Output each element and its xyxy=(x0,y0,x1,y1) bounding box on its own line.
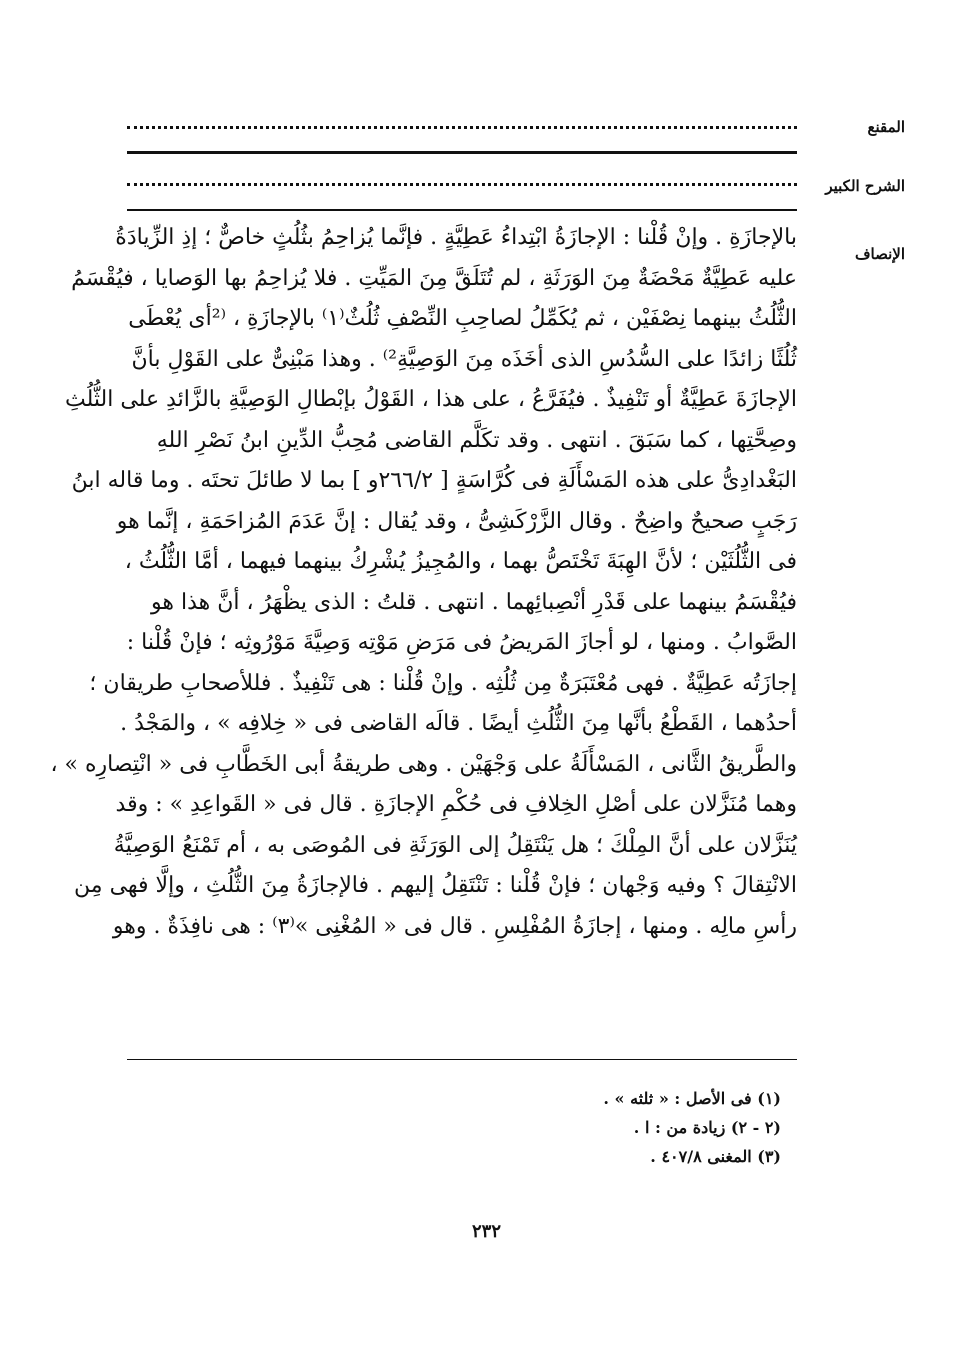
footnote-separator xyxy=(127,1059,797,1060)
text-line: فيُقْسَمُ بينهما على قَدْرِ أنْصِبائِهما . انتهى . قلتُ : الذى يظْهَرُ ، أنَّ هذا هو xyxy=(151,589,797,615)
text-line: الصَّوابُ . ومنها ، لو أجازَ المَريضُ فى مَرَضِ مَوْتِه وَصِيَّةَ مَوْرُوثِه ؛ فإنْ قُلْنا : xyxy=(126,630,797,655)
text-line: فى الثُّلُثَيْن ؛ لأنَّ الهِبَةَ تَخْتَصُّ بهما ، والمُجِيزُ يُشْرِكُ بينهما فيهما ، أمَّا الثُّلُثُ ، xyxy=(124,549,797,574)
header-rule-thick xyxy=(127,151,797,154)
sharh-dotted-line xyxy=(127,183,797,186)
text-line: رَجَبٍ صحيحٌ واضِحٌ . وقال الزَّرْكَشِىُّ ، وقد يُقال : إنَّ عَدَمَ المُزاحَمَةِ ، إنَّما هو xyxy=(116,508,797,534)
footnotes xyxy=(603,1084,781,1171)
text-line: الثُّلُثُ بينهما نِصْفَيْن ، ثم يُكَمِّلُ لصاحِبِ النِّصْفِ ثُلُثٌ⁽١⁾ بالإجازَةِ ، ⁽²أى يُعْطَى xyxy=(128,306,797,331)
footnote: (١) فى الأصل : « ثلثه » . xyxy=(603,1089,781,1108)
insaf-label: الإنصاف xyxy=(854,245,905,263)
text-line: وصِحَّتِها ، كما سَبَقَ . انتهى . وقد تكَلَّم القاضى مُحِبُّ الدِّينِ ابنُ نَصْرِ اللهِ xyxy=(156,427,797,453)
text-line: أحدُهما ، القَطْعُ بأنَّها مِنَ الثُّلُثِ أيضًا . قالَه القاضى فى « خِلافِه » ، والمَجْدُ . xyxy=(120,711,797,736)
text-line: عليه عَطِيَّةٌ مَحْضَةٌ مِنَ الوَرَثَةِ ، لم تُتَلَقَّ مِنَ المَيِّتِ . فلا يُزاحِمُ بها الوَصايا ، فيُقْسَمُ xyxy=(71,265,797,291)
text-line: يُنَزَّلان على أنَّ المِلْكَ ؛ هل يَنْتَقِلُ إلى الوَرَثَةِ فى المُوصَى به ، أم تَمْنَعُ الوَصِيَّةُ xyxy=(113,832,797,858)
text-line: البَغْدادِىُّ على هذه المَسْأَلَةِ فى كُرَّاسَةٍ [ ٢٦٦/٢و ] بما لا طائلَ تحتَه . وما قاله ابنُ xyxy=(71,468,797,493)
text-line: وهما مُنَزَّلان على أصْلِ الخِلافِ فى حُكْمِ الإجازَةِ . قال فى « القَواعِدِ » : وقد xyxy=(115,792,797,817)
header-rule-thin xyxy=(127,209,797,211)
text-line: الإجازَةَ عَطِيَّةٌ أو تَنْفِيذٌ . فيُفَرَّعُ ، على هذا ، القَوْلُ بإبْطالِ الوَصِيَّةِ بالزَّائدِ على الثُّلُثِ xyxy=(65,387,797,412)
text-line: الانْتِقالَ ؟ وفيه وَجْهان ؛ فإنْ قُلْنا : تَنْتَقِلُ إليهم . فالإجازَةُ مِنَ الثُّلُثِ ، وإلَّا فهى مِن xyxy=(74,873,797,898)
page-number: ٢٣٢ xyxy=(471,1221,501,1242)
footnote: (٢ - ٢) زيادة من : ا . xyxy=(633,1118,781,1137)
text-line: إجازَتُه عَطِيَّةٌ . فهى مُعْتَبَرَةٌ مِن ثُلُثِه . وإنْ قُلْنا : هى تَنْفِيذٌ . فللأصحابِ طريقان ؛ xyxy=(89,670,797,696)
muqni-label: المقنع xyxy=(867,118,905,136)
text-line: ثُلُثًا زائدًا على السُّدُسِ الذى أخَذَه مِنَ الوَصِيَّةِ²⁾ . وهذا مَبْنِىٌّ على القَوْلِ بأنَّ xyxy=(131,346,797,372)
footnote: (٣) المغنى ٤٠٧/٨ . xyxy=(650,1147,781,1166)
sharh-label: الشرح الكبير xyxy=(825,177,905,195)
insaf-body-text xyxy=(50,218,797,947)
text-line: بالإجازَةِ . وإنْ قُلْنا : الإجازَةُ ابْتِداءُ عَطِيَّةٍ . فإنَّما يُزاحِمُ بثُلُثٍ خاصٌّ ؛ إذِ الزِّيادَةُ xyxy=(115,225,797,250)
text-line: والطَّريقُ الثَّانى ، المَسْأَلَةُ على وَجْهَيْن . وهى طريقةُ أبى الخَطَّابِ فى « انْتِصارِه » ، xyxy=(50,751,797,777)
muqni-dotted-line xyxy=(127,126,797,129)
text-line: رأسِ مالِه . ومنها ، إجازَةُ المُفْلِسِ . قال فى « المُغْنِى »⁽٣⁾ : هى نافِذَةٌ . وهو xyxy=(112,913,797,939)
